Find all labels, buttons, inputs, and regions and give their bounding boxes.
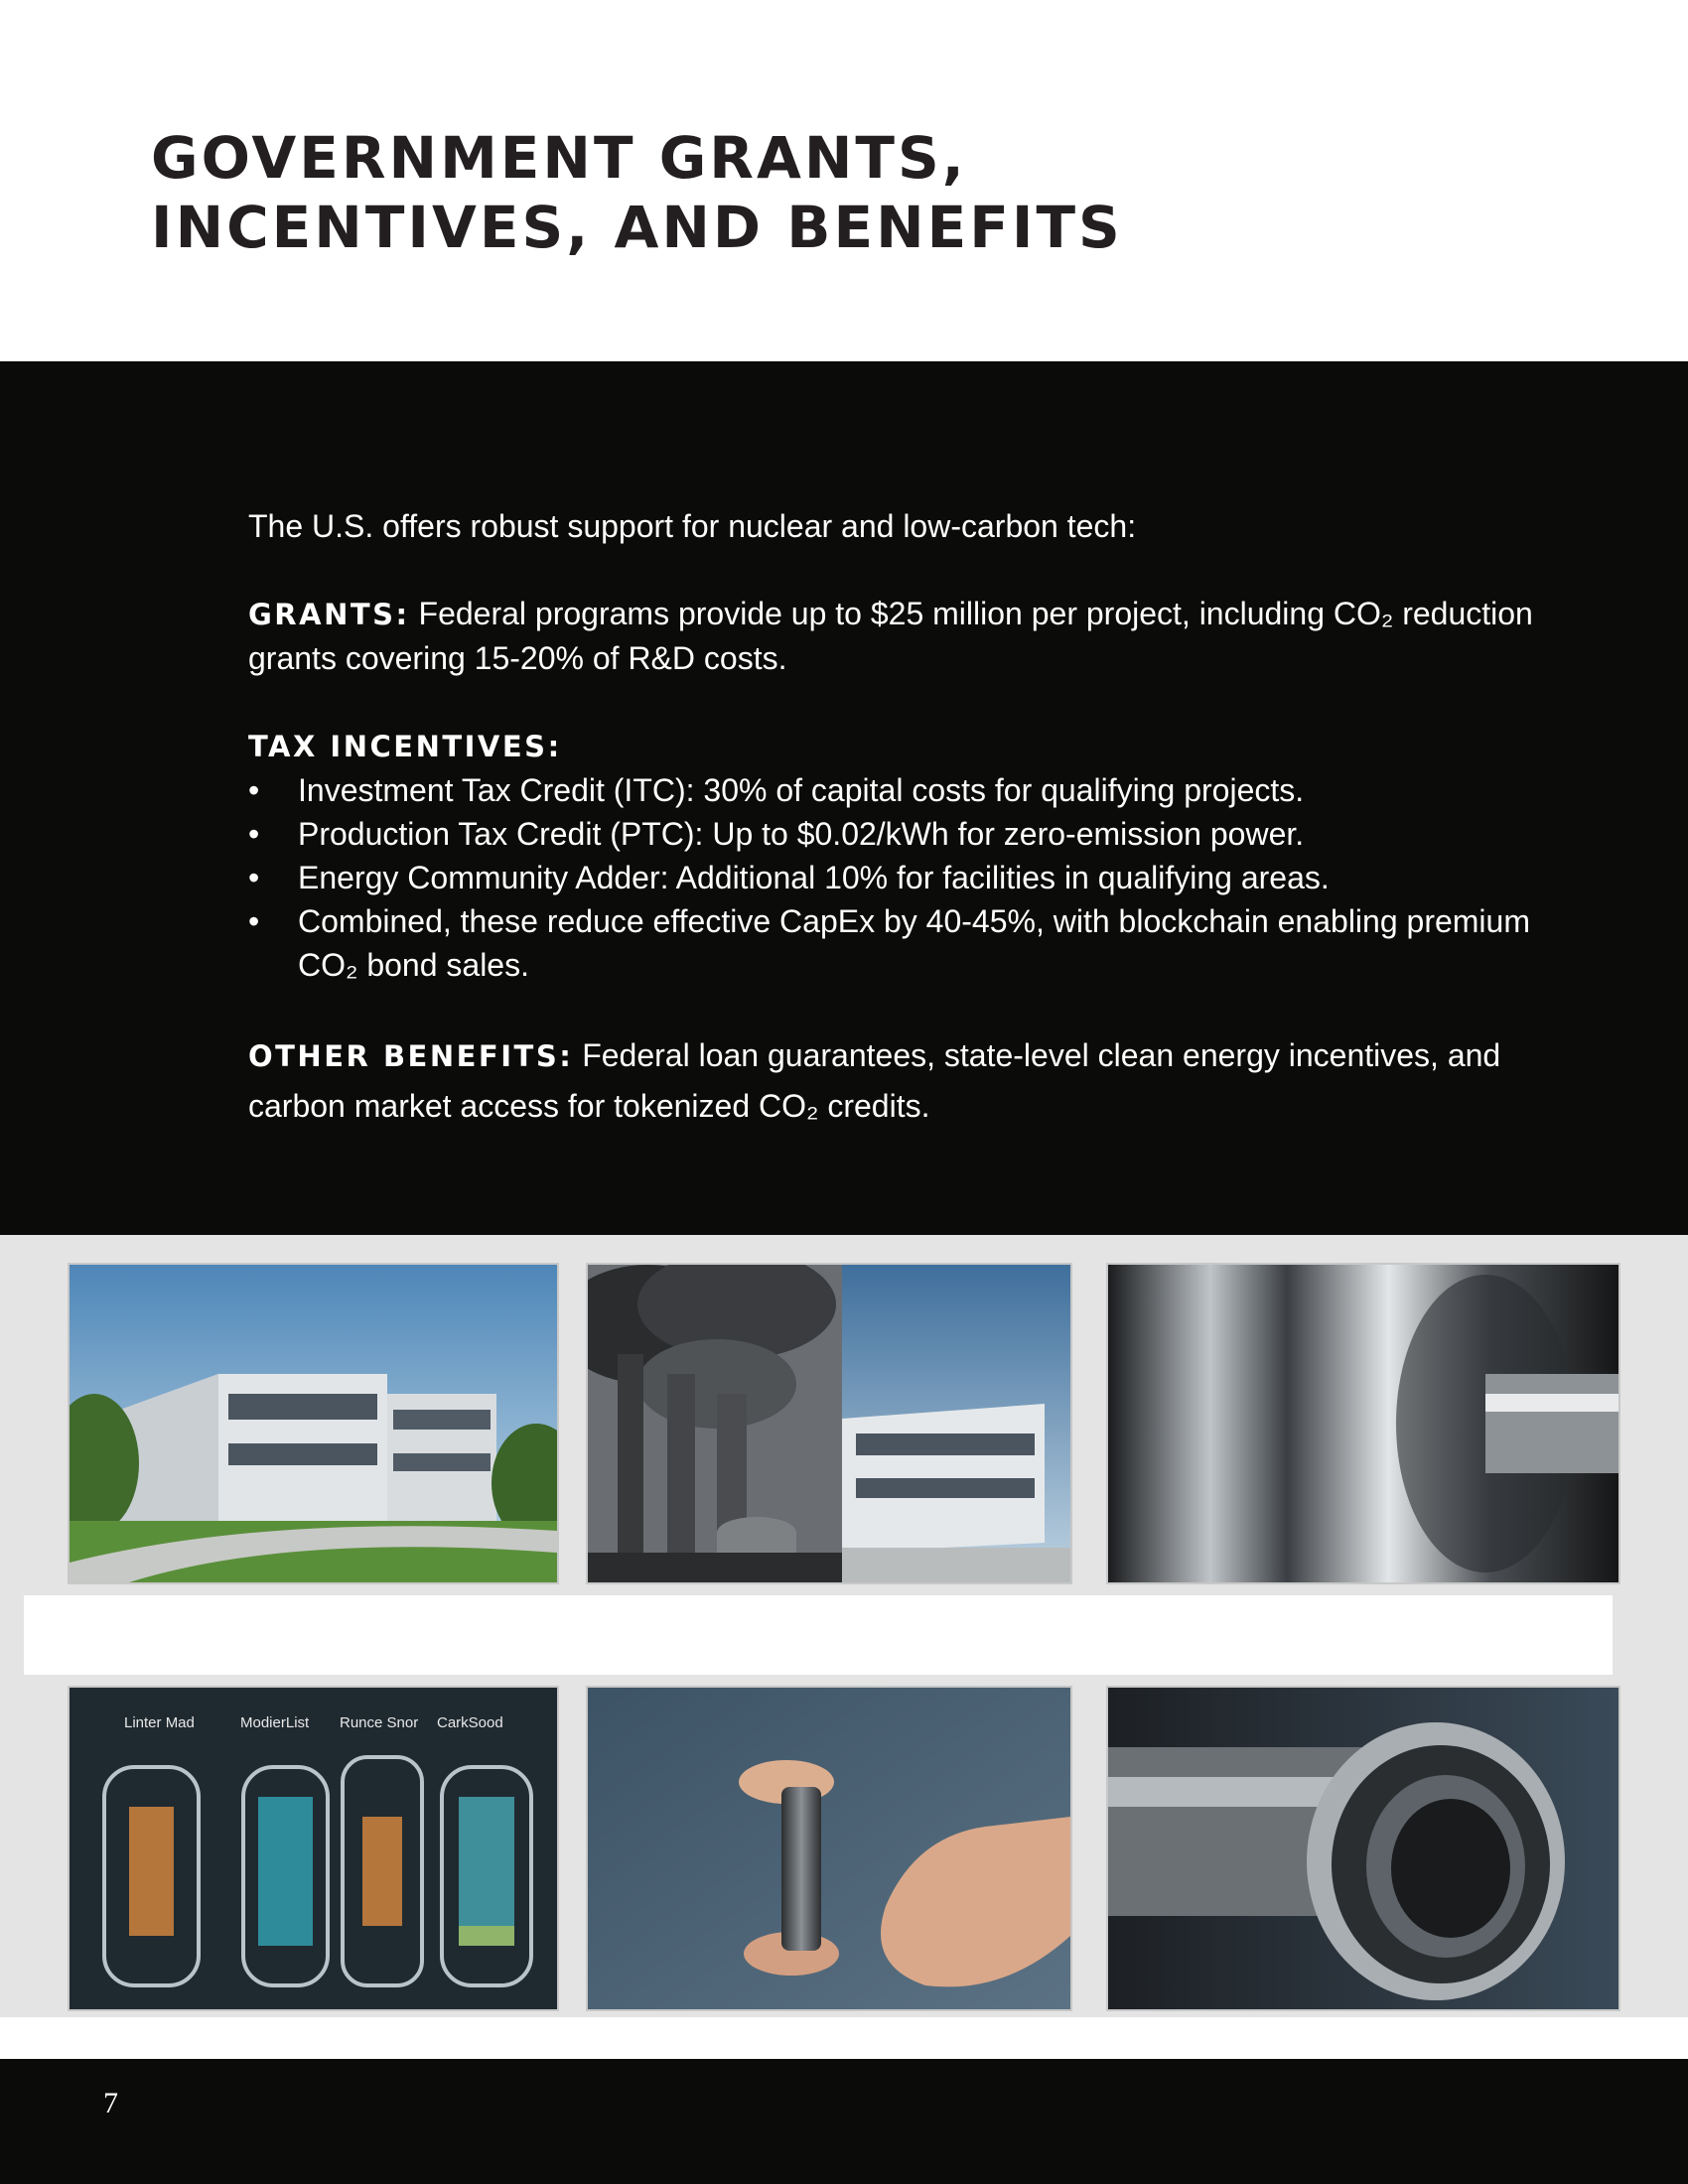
list-item: • Production Tax Credit (PTC): Up to $0.02/kWh for zero-emission power.: [248, 812, 1569, 856]
grants-paragraph: [248, 592, 1569, 680]
content-text: [248, 504, 1569, 1131]
bullet-icon: •: [248, 860, 260, 895]
building-photo: [68, 1263, 559, 1584]
page-footer: [0, 2059, 1688, 2184]
grants-label: GRANTS:: [248, 598, 410, 631]
bearing-photo: [1106, 1686, 1620, 2011]
intro-text: The U.S. offers robust support for nuclear and low-carbon tech:: [248, 508, 1137, 544]
other-benefits-label: OTHER BENEFITS:: [248, 1039, 574, 1073]
page-title: [151, 123, 1123, 262]
page-title-line-1: GOVERNMENT GRANTS,: [151, 124, 967, 192]
bullet-icon: •: [248, 772, 260, 808]
metal-cylinder-photo: [1106, 1263, 1620, 1584]
smokestack-comparison-photo: [586, 1263, 1072, 1584]
list-item: • Energy Community Adder: Additional 10% for facilities in qualifying areas.: [248, 856, 1569, 899]
bullet-icon: •: [248, 903, 260, 939]
page-number: 7: [103, 2087, 118, 2119]
fuel-pellet-photo: [586, 1686, 1072, 2011]
reactor-label-3: Runce Snor: [340, 1714, 419, 1731]
gallery-divider: [24, 1595, 1613, 1675]
tax-incentives-list: [248, 768, 1569, 987]
page-title-line-2: INCENTIVES, AND BENEFITS: [151, 194, 1123, 261]
reactor-label-2: ModierList: [240, 1714, 310, 1731]
grants-text: Federal programs provide up to $25 million per project, including CO₂ reduction grants covering 15-20% of R&D costs.: [248, 596, 1533, 676]
other-benefits-text: Federal loan guarantees, state-level clean energy incentives, and carbon market access for tokenized CO₂ credits.: [248, 1037, 1501, 1124]
tax-incentives-heading: [248, 724, 1569, 768]
list-item: • Combined, these reduce effective CapEx by 40-45%, with blockchain enabling premium CO₂ bond sales.: [248, 899, 1569, 987]
tax-incentives-label: TAX INCENTIVES:: [248, 730, 562, 763]
reactor-label-4: CarkSood: [437, 1714, 503, 1731]
list-item: • Investment Tax Credit (ITC): 30% of capital costs for qualifying projects.: [248, 768, 1569, 812]
reactor-models-photo: [68, 1686, 559, 2011]
bullet-icon: •: [248, 816, 260, 852]
reactor-label-1: Linter Mad: [124, 1714, 195, 1731]
other-benefits-paragraph: [248, 1030, 1569, 1131]
